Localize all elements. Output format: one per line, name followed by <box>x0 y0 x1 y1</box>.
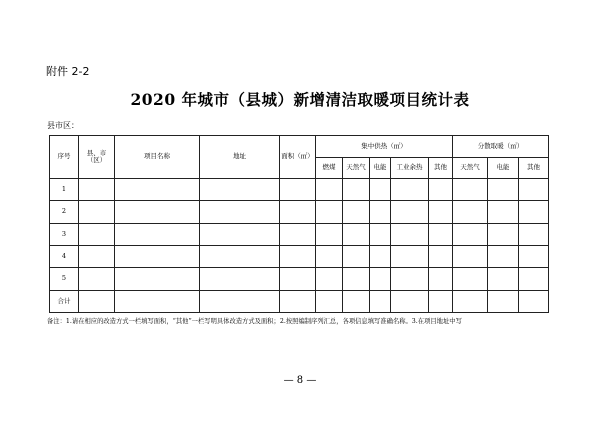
table-row <box>50 179 549 201</box>
header-central-other: 其他 <box>429 158 453 179</box>
header-decentralized-heating: 分散取暖（㎡） <box>453 136 549 158</box>
row-index: 4 <box>50 245 79 267</box>
statistics-table <box>49 135 549 313</box>
attachment-label: 附件 2-2 <box>46 65 90 78</box>
row-index: 2 <box>50 201 79 223</box>
header-address: 地址 <box>200 136 280 179</box>
header-central-coal: 燃煤 <box>316 158 343 179</box>
header-central-industrial-heat: 工业余热 <box>391 158 429 179</box>
header-central-heating: 集中供热（㎡） <box>316 136 453 158</box>
table-row <box>50 223 549 245</box>
row-index: 3 <box>50 223 79 245</box>
header-index: 序号 <box>50 136 79 179</box>
header-decentral-other: 其他 <box>519 158 549 179</box>
header-central-electric: 电能 <box>370 158 391 179</box>
header-area: 面积（㎡） <box>280 136 316 179</box>
table-row <box>50 245 549 267</box>
row-index: 5 <box>50 268 79 290</box>
county-label: 县市区： <box>47 121 79 130</box>
row-index: 1 <box>50 179 79 201</box>
page-number: — 8 — <box>283 375 317 386</box>
header-central-gas: 天然气 <box>343 158 370 179</box>
header-project-name: 项目名称 <box>115 136 200 179</box>
header-decentral-gas: 天然气 <box>453 158 488 179</box>
header-county: 县、市（区） <box>79 136 115 179</box>
table-row <box>50 201 549 223</box>
page-title: 2020 年城市（县城）新增清洁取暖项目统计表 <box>130 90 470 109</box>
header-decentral-electric: 电能 <box>488 158 519 179</box>
total-row <box>50 290 549 312</box>
table-row <box>50 268 549 290</box>
total-label: 合计 <box>50 290 79 312</box>
table-note: 备注：1.请在相应的改造方式一栏填写面积，“其他”一栏写明具体改造方式及面积；2.按照编制序列汇总，各项信息填写准确名称。3.在项目地址中写 <box>47 318 462 325</box>
